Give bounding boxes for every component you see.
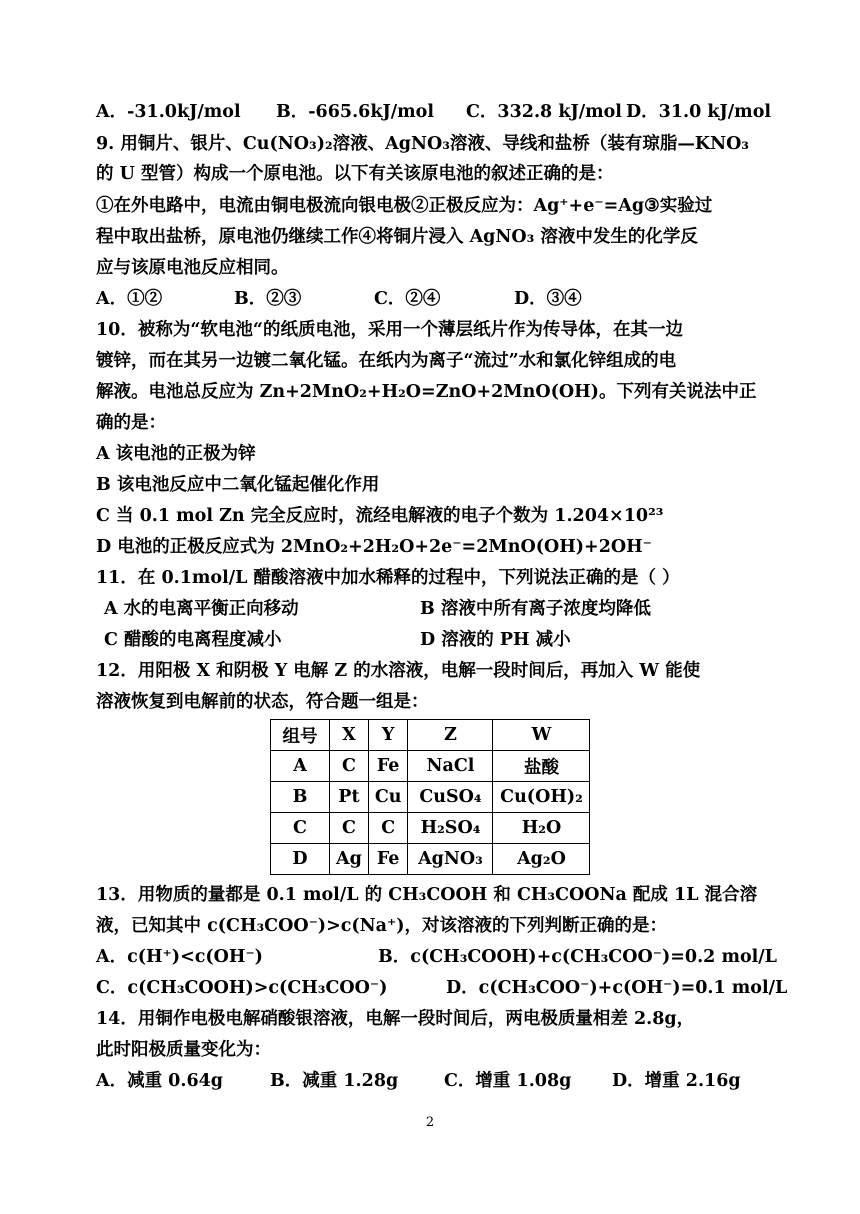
q10-option-d: D 电池的正极反应式为 2MnO₂+2H₂O+2e⁻=2MnO(OH)+2OH⁻ bbox=[96, 537, 652, 557]
table-header-cell: Y bbox=[368, 720, 408, 751]
q9-line-5: 应与该原电池反应相同。 bbox=[96, 258, 289, 278]
q10-line-3: 解液。电池总反应为 Zn+2MnO₂+H₂O=ZnO+2MnO(OH)。下列有关说法中正 bbox=[96, 382, 757, 402]
table-cell: Ag₂O bbox=[493, 844, 590, 875]
q10-option-c: C 当 0.1 mol Zn 完全反应时，流经电解液的电子个数为 1.204×10²³ bbox=[96, 506, 664, 526]
table-row bbox=[271, 813, 590, 844]
table-cell: CuSO₄ bbox=[408, 782, 493, 813]
q8-option-a: A．-31.0kJ/mol bbox=[96, 102, 241, 122]
q9-option-c: C．②④ bbox=[374, 289, 441, 309]
q8-option-b: B．-665.6kJ/mol bbox=[276, 102, 434, 122]
electrolysis-table bbox=[270, 719, 590, 875]
q11-option-d: D 溶液的 PH 减小 bbox=[420, 630, 571, 650]
table-cell: H₂SO₄ bbox=[408, 813, 493, 844]
q8-option-d: D．31.0 kJ/mol bbox=[626, 102, 772, 122]
q13-option-c: C．c(CH₃COOH)>c(CH₃COO⁻) bbox=[96, 978, 388, 998]
table-cell: C bbox=[271, 813, 330, 844]
table-cell: C bbox=[330, 751, 369, 782]
table-cell: Fe bbox=[368, 751, 408, 782]
q12-line-2: 溶液恢复到电解前的状态，符合题一组是： bbox=[96, 692, 429, 712]
q9-line-3: ①在外电路中，电流由铜电极流向银电极②正极反应为：Ag⁺+e⁻=Ag③实验过 bbox=[96, 196, 713, 216]
table-header-cell: Z bbox=[408, 720, 493, 751]
q13-line-2: 液，已知其中 c(CH₃COO⁻)>c(Na⁺)，对该溶液的下列判断正确的是： bbox=[96, 916, 668, 936]
q8-option-c: C．332.8 kJ/mol bbox=[466, 102, 622, 122]
q9-line-2: 的 U 型管）构成一个原电池。以下有关该原电池的叙述正确的是： bbox=[96, 164, 614, 184]
table-cell: C bbox=[368, 813, 408, 844]
q11-option-a: A 水的电离平衡正向移动 bbox=[104, 599, 299, 619]
q13-option-b: B．c(CH₃COOH)+c(CH₃COO⁻)=0.2 mol/L bbox=[378, 947, 777, 967]
table-cell: NaCl bbox=[408, 751, 493, 782]
table-row bbox=[271, 782, 590, 813]
q10-line-2: 镀锌，而在其另一边镀二氧化锰。在纸内为离子“流过”水和氯化锌组成的电 bbox=[96, 351, 677, 371]
q10-option-a: A 该电池的正极为锌 bbox=[96, 444, 256, 464]
table-cell: Cu(OH)₂ bbox=[493, 782, 590, 813]
table-cell: 盐酸 bbox=[493, 751, 590, 782]
table-cell: C bbox=[330, 813, 369, 844]
q9-option-d: D．③④ bbox=[514, 289, 582, 309]
table-header-cell: W bbox=[493, 720, 590, 751]
q14-option-c: C．增重 1.08g bbox=[444, 1071, 572, 1091]
table-cell: D bbox=[271, 844, 330, 875]
table-row bbox=[271, 844, 590, 875]
table-header-cell: 组号 bbox=[271, 720, 330, 751]
q11-option-b: B 溶液中所有离子浓度均降低 bbox=[420, 599, 651, 619]
table-row bbox=[271, 751, 590, 782]
table-cell: A bbox=[271, 751, 330, 782]
q13-option-d: D．c(CH₃COO⁻)+c(OH⁻)=0.1 mol/L bbox=[446, 978, 788, 998]
q11-line-1: 11．在 0.1mol/L 醋酸溶液中加水稀释的过程中，下列说法正确的是（ ） bbox=[96, 568, 680, 588]
table-cell: AgNO₃ bbox=[408, 844, 493, 875]
q12-line-1: 12．用阳极 X 和阴极 Y 电解 Z 的水溶液，电解一段时间后，再加入 W 能使 bbox=[96, 661, 701, 681]
q14-line-2: 此时阳极质量变化为： bbox=[96, 1040, 271, 1060]
q14-line-1: 14．用铜作电极电解硝酸银溶液，电解一段时间后，两电极质量相差 2.8g， bbox=[96, 1009, 695, 1029]
q10-line-4: 确的是： bbox=[96, 413, 166, 433]
table-header-row bbox=[271, 720, 590, 751]
q13-line-1: 13．用物质的量都是 0.1 mol/L 的 CH₃COOH 和 CH₃COONa 配成 1L 混合溶 bbox=[96, 885, 758, 905]
q14-option-a: A．减重 0.64g bbox=[96, 1071, 224, 1091]
table-cell: B bbox=[271, 782, 330, 813]
page-number: 2 bbox=[425, 1115, 435, 1130]
q13-option-a: A．c(H⁺)<c(OH⁻) bbox=[96, 947, 263, 967]
table-cell: Cu bbox=[368, 782, 408, 813]
table-cell: Ag bbox=[330, 844, 369, 875]
q9-option-a: A．①② bbox=[96, 289, 163, 309]
q10-option-b: B 该电池反应中二氧化锰起催化作用 bbox=[96, 475, 380, 495]
q14-option-d: D．增重 2.16g bbox=[612, 1071, 741, 1091]
q9-line-1: 9. 用铜片、银片、Cu(NO₃)₂溶液、AgNO₃溶液、导线和盐桥（装有琼脂—KNO₃ bbox=[96, 134, 749, 154]
table-cell: Fe bbox=[368, 844, 408, 875]
table-cell: H₂O bbox=[493, 813, 590, 844]
q10-line-1: 10．被称为“软电池“的纸质电池，采用一个薄层纸片作为传导体，在其一边 bbox=[96, 320, 683, 340]
q14-option-b: B．减重 1.28g bbox=[270, 1071, 399, 1091]
table-header-cell: X bbox=[330, 720, 369, 751]
q11-option-c: C 醋酸的电离程度减小 bbox=[104, 630, 282, 650]
q9-line-4: 程中取出盐桥，原电池仍继续工作④将铜片浸入 AgNO₃ 溶液中发生的化学反 bbox=[96, 227, 698, 247]
q9-option-b: B．②③ bbox=[234, 289, 302, 309]
table-cell: Pt bbox=[330, 782, 369, 813]
